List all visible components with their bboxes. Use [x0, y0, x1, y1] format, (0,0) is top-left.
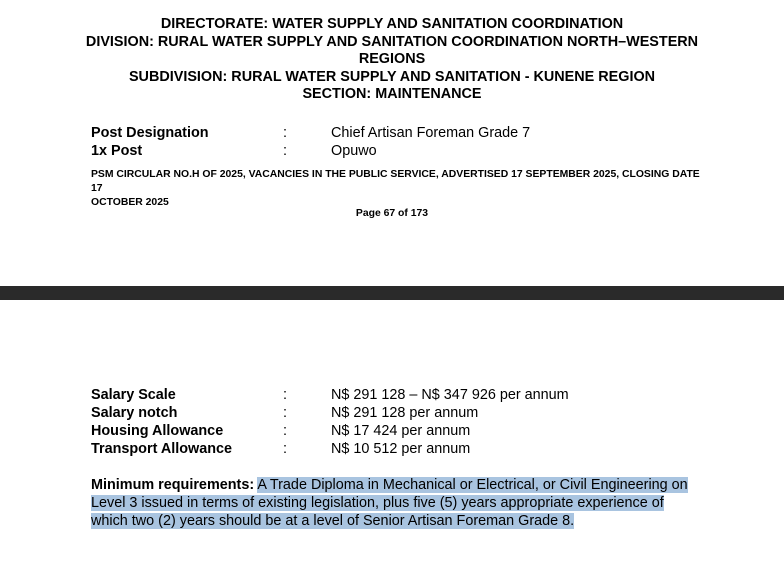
minimum-requirements-text-selected[interactable]: A Trade Diploma in Mechanical or Electrical, or Civil Engineering on Level 3 issued in terms of existing legislation, plus five (5) years appropriate experience of which two (2) years should be at a level of Senior Artisan Foreman Grade 8.: [91, 477, 688, 529]
transport-allowance-value: N$ 10 512 per annum: [331, 441, 471, 457]
division-heading-line2: REGIONS: [358, 51, 426, 68]
directorate-heading: DIRECTORATE: WATER SUPPLY AND SANITATION COORDINATION: [160, 16, 624, 32]
section-heading: SECTION: MAINTENANCE: [302, 86, 482, 103]
circular-line2: OCTOBER 2025: [91, 197, 169, 208]
minimum-requirements: [91, 476, 696, 530]
salary-scale-value: N$ 291 128 – N$ 347 926 per annum: [331, 387, 569, 403]
post-count-label: 1x Post: [91, 143, 143, 159]
colon: :: [283, 143, 287, 159]
circular-line1: PSM CIRCULAR NO.H OF 2025, VACANCIES IN THE PUBLIC SERVICE, ADVERTISED 17 SEPTEMBER 2025, CLOSING DATE 17: [91, 169, 700, 194]
housing-allowance-value: N$ 17 424 per annum: [331, 423, 471, 439]
circular-notice: [91, 168, 701, 210]
post-designation-label: Post Designation: [91, 125, 209, 141]
minimum-requirements-label: Minimum requirements:: [91, 477, 255, 493]
post-location-value: Opuwo: [331, 143, 377, 159]
page-separator: [0, 286, 784, 300]
document-heading: [60, 16, 724, 104]
salary-scale-label: Salary Scale: [91, 387, 176, 403]
salary-notch-label: Salary notch: [91, 405, 178, 421]
transport-allowance-label: Transport Allowance: [91, 441, 233, 457]
colon: :: [283, 125, 287, 141]
page-number: Page 67 of 173: [355, 208, 429, 219]
colon: :: [283, 423, 287, 439]
colon: :: [283, 441, 287, 457]
colon: :: [283, 405, 287, 421]
housing-allowance-label: Housing Allowance: [91, 423, 224, 439]
salary-notch-value: N$ 291 128 per annum: [331, 405, 479, 421]
subdivision-heading: SUBDIVISION: RURAL WATER SUPPLY AND SANITATION - KUNENE REGION: [128, 68, 656, 85]
colon: :: [283, 387, 287, 403]
post-designation-value: Chief Artisan Foreman Grade 7: [331, 125, 531, 141]
division-heading-line1: DIVISION: RURAL WATER SUPPLY AND SANITATION COORDINATION NORTH–WESTERN: [85, 33, 699, 50]
